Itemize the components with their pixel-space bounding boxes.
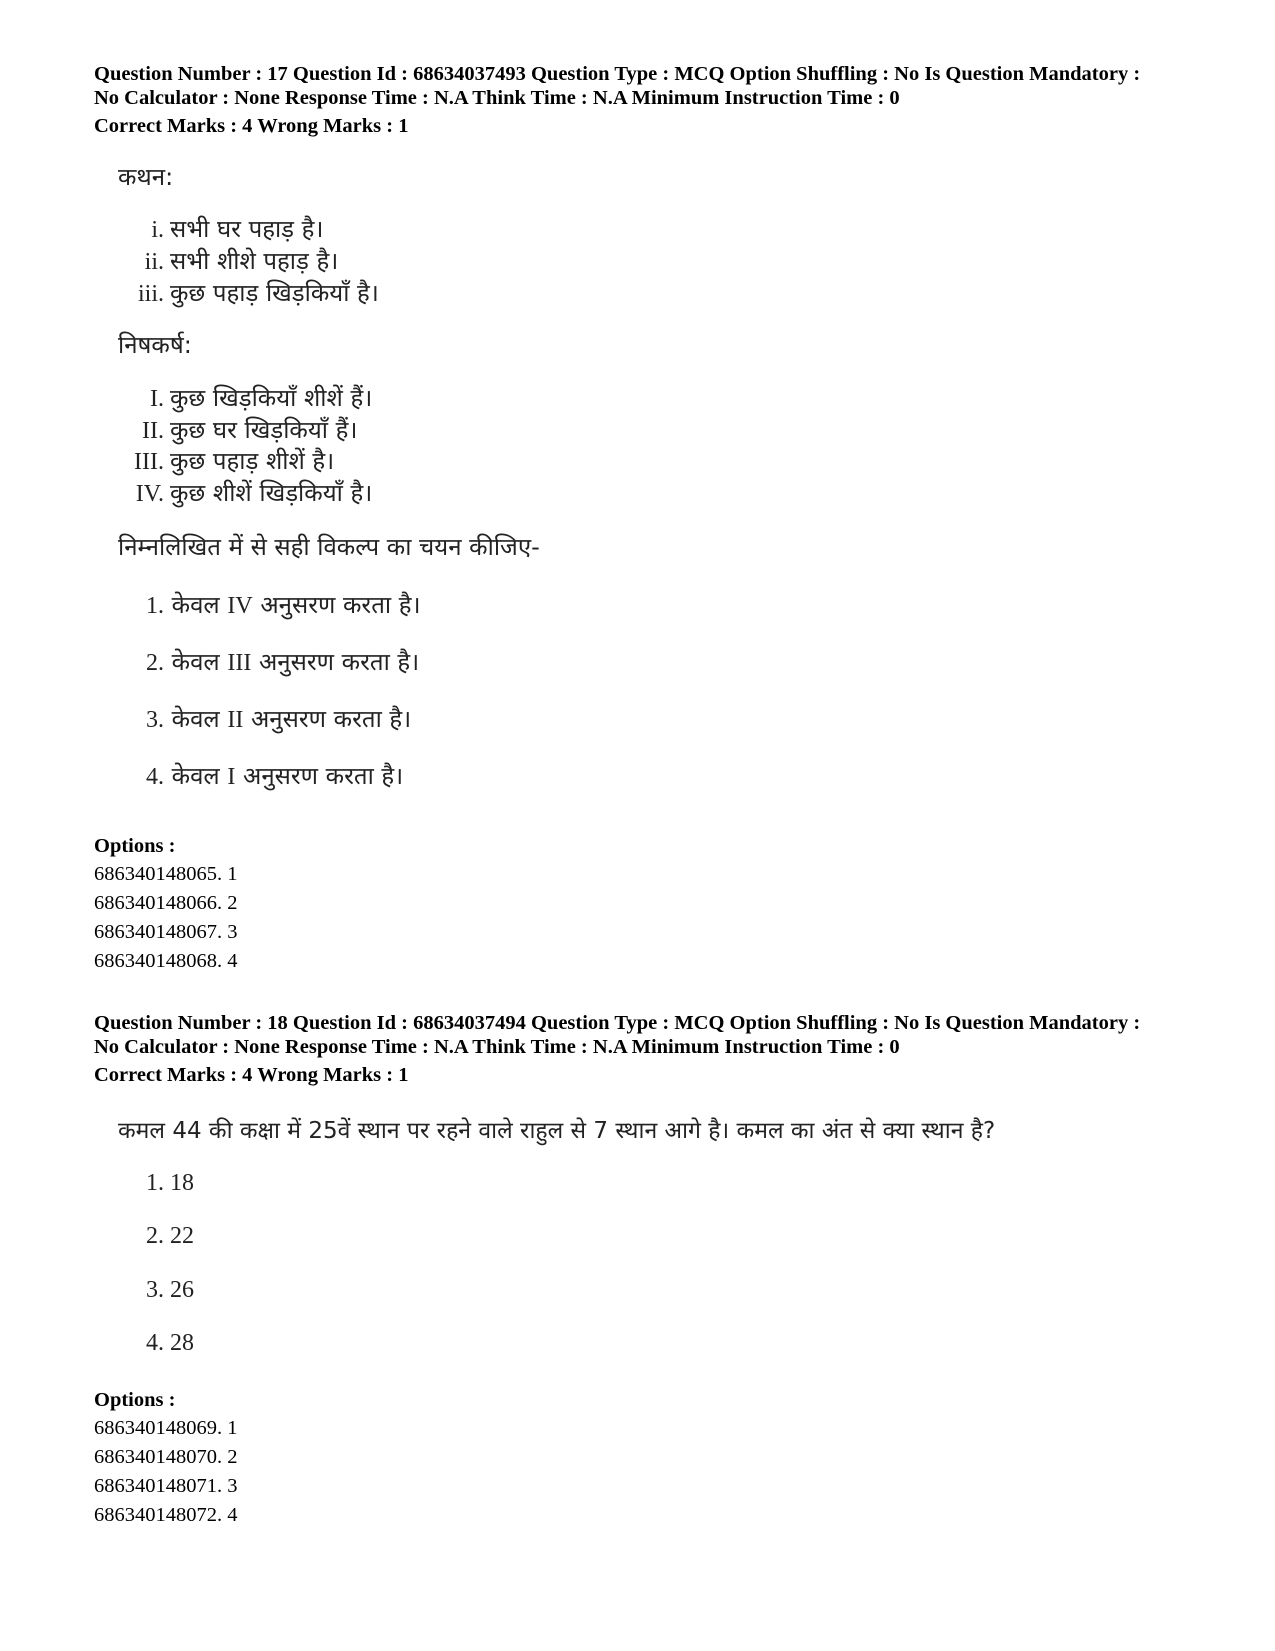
- choice-number: 4.: [146, 764, 164, 790]
- conclusion-text: कुछ शीशें खिड़कियाँ है।: [170, 479, 373, 507]
- statements-label: कथन:: [118, 163, 174, 191]
- choice-pre: केवल: [171, 648, 220, 676]
- option-item: 686340148068. 4: [94, 950, 238, 972]
- statement-item: [120, 244, 338, 277]
- option-item: 686340148065. 1: [94, 863, 238, 885]
- choice-post: अनुसरण करता है।: [250, 705, 412, 733]
- statement-item: [120, 276, 379, 309]
- conclusion-number: III.: [134, 449, 164, 475]
- conclusions-label: निषकर्ष:: [118, 331, 192, 359]
- choice-item: 4. 28: [146, 1330, 194, 1356]
- choice-item: [146, 759, 403, 792]
- question-17-meta-line2: No Calculator : None Response Time : N.A Think Time : N.A Minimum Instruction Time : 0: [94, 87, 900, 109]
- choice-pre: केवल: [171, 762, 220, 790]
- choice-roman: IV: [227, 593, 253, 619]
- conclusion-item: [120, 444, 334, 477]
- option-item: 686340148071. 3: [94, 1475, 238, 1497]
- choice-post: अनुसरण करता है।: [242, 762, 404, 790]
- statement-text: सभी शीशे पहाड़ है।: [170, 247, 339, 275]
- choice-item: [146, 702, 411, 735]
- conclusion-item: [120, 413, 357, 446]
- conclusion-number: I.: [150, 386, 164, 412]
- question-17-header: [94, 62, 1204, 110]
- option-item: 686340148070. 2: [94, 1446, 238, 1468]
- choice-roman: II: [227, 707, 244, 733]
- question-17-options-list: [94, 860, 238, 976]
- question-18-marks: Correct Marks : 4 Wrong Marks : 1: [94, 1064, 409, 1086]
- option-item: 686340148069. 1: [94, 1417, 238, 1439]
- choice-item: 3. 26: [146, 1277, 194, 1303]
- question-17-marks: Correct Marks : 4 Wrong Marks : 1: [94, 115, 409, 137]
- choice-post: अनुसरण करता है।: [260, 591, 421, 619]
- conclusion-number: II.: [142, 418, 164, 444]
- statement-number: ii.: [144, 249, 164, 275]
- conclusion-item: [120, 476, 372, 509]
- conclusion-number: IV.: [135, 481, 164, 507]
- question-18-meta-line1: Question Number : 18 Question Id : 68634037494 Question Type : MCQ Option Shuffling : No Is Question Mandatory :: [94, 1012, 1141, 1034]
- choice-number: 1.: [146, 593, 164, 619]
- choice-roman: III: [227, 650, 252, 676]
- statement-text: सभी घर पहाड़ है।: [170, 215, 324, 243]
- option-item: 686340148067. 3: [94, 921, 238, 943]
- choice-roman: I: [227, 764, 236, 790]
- conclusion-text: कुछ पहाड़ शीशें है।: [170, 447, 335, 475]
- choice-post: अनुसरण करता है।: [258, 648, 420, 676]
- statement-number: iii.: [137, 281, 164, 307]
- option-item: 686340148072. 4: [94, 1504, 238, 1526]
- conclusion-item: [120, 381, 372, 414]
- question-17-options-label: Options :: [94, 835, 176, 857]
- statement-number: i.: [151, 217, 164, 243]
- choice-item: 2. 22: [146, 1223, 194, 1249]
- question-18-options-label: Options :: [94, 1389, 176, 1411]
- choice-pre: केवल: [171, 591, 220, 619]
- choice-number: 3.: [146, 707, 164, 733]
- question-18-meta-line2: No Calculator : None Response Time : N.A Think Time : N.A Minimum Instruction Time : 0: [94, 1036, 900, 1058]
- statement-text: कुछ पहाड़ खिड़कियाँ है।: [170, 279, 379, 307]
- statement-item: [120, 212, 323, 245]
- question-18-options-list: [94, 1414, 238, 1530]
- instruction-text: निम्नलिखित में से सही विकल्प का चयन कीजिए-: [118, 533, 540, 561]
- choice-pre: केवल: [171, 705, 220, 733]
- choice-item: 1. 18: [146, 1170, 194, 1196]
- question-18-header: [94, 1011, 1204, 1059]
- choice-item: [146, 588, 421, 621]
- conclusion-text: कुछ घर खिड़कियाँ हैं।: [170, 416, 358, 444]
- question-17-meta-line1: Question Number : 17 Question Id : 68634037493 Question Type : MCQ Option Shuffling : No Is Question Mandatory :: [94, 63, 1141, 85]
- question-18-text: कमल 44 की कक्षा में 25वें स्थान पर रहने वाले राहुल से 7 स्थान आगे है। कमल का अंत से क्या स्थान है?: [118, 1118, 996, 1144]
- conclusion-text: कुछ खिड़कियाँ शीशें हैं।: [170, 384, 373, 412]
- option-item: 686340148066. 2: [94, 892, 238, 914]
- choice-number: 2.: [146, 650, 164, 676]
- choice-item: [146, 645, 419, 678]
